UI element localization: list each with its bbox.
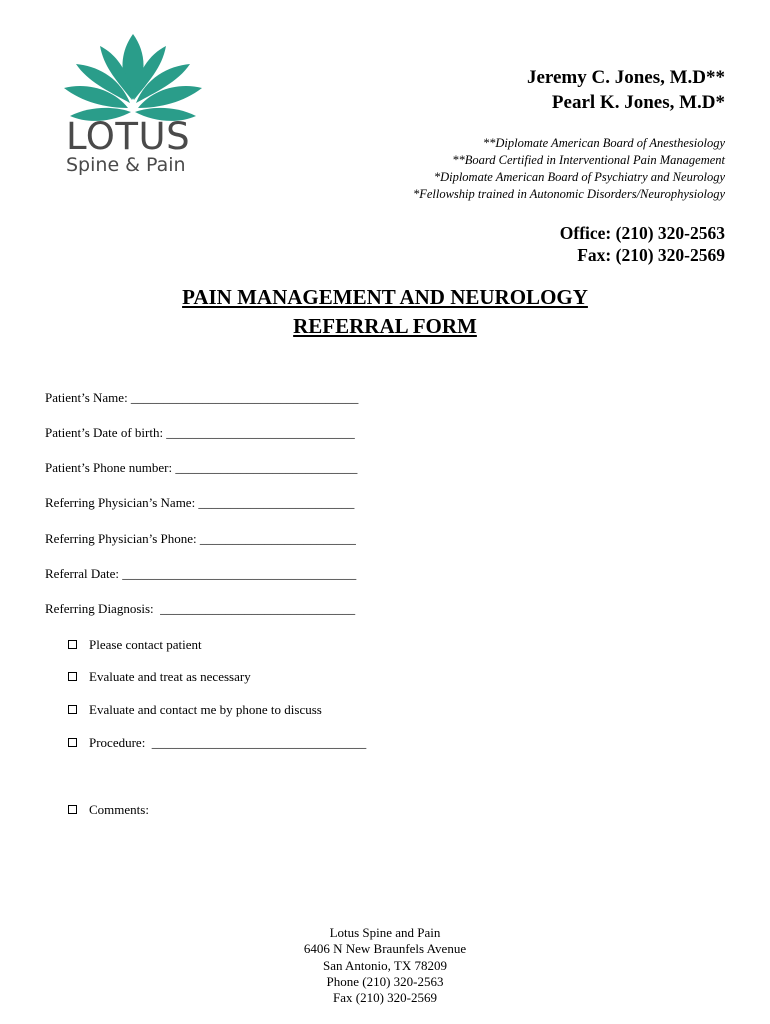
referring-physician-name-field[interactable]: Referring Physician’s Name: ________________________ — [45, 495, 355, 510]
option-evaluate-treat[interactable] — [68, 670, 251, 683]
fax-number: Fax: (210) 320-2569 — [577, 245, 725, 265]
checkbox-label: Comments: — [89, 802, 149, 817]
form-title-line-1: PAIN MANAGEMENT AND NEUROLOGY — [182, 285, 588, 309]
checkbox[interactable] — [68, 640, 77, 649]
credential-3: *Diplomate American Board of Psychiatry and Neurology — [433, 170, 725, 184]
footer-fax: Fax (210) 320-2569 — [333, 990, 437, 1005]
doctor-name-2: Pearl K. Jones, M.D* — [551, 92, 725, 113]
footer-practice-name: Lotus Spine and Pain — [329, 925, 441, 940]
footer-city: San Antonio, TX 78209 — [323, 958, 447, 973]
form-title-line-2: REFERRAL FORM — [293, 314, 477, 338]
checkbox-label: Evaluate and treat as necessary — [89, 669, 251, 684]
option-procedure[interactable] — [68, 736, 366, 749]
credential-1: **Diplomate American Board of Anesthesiology — [482, 136, 725, 150]
option-comments[interactable] — [68, 803, 149, 816]
brand-name: LOTUS — [66, 115, 191, 158]
checkbox-label: Evaluate and contact me by phone to discuss — [89, 702, 322, 717]
option-evaluate-contact[interactable] — [68, 703, 322, 716]
checkbox[interactable] — [68, 805, 77, 814]
referring-physician-phone-field[interactable]: Referring Physician’s Phone: ________________________ — [45, 531, 356, 546]
checkbox[interactable] — [68, 738, 77, 747]
option-contact-patient[interactable] — [68, 638, 202, 651]
brand-tagline: Spine & Pain — [66, 154, 186, 176]
doctor-name-1: Jeremy C. Jones, M.D** — [526, 67, 725, 88]
checkbox-label: Procedure: _________________________________ — [89, 735, 367, 750]
referring-diagnosis-field[interactable]: Referring Diagnosis: ______________________________ — [45, 601, 356, 616]
checkbox-label: Please contact patient — [89, 637, 202, 652]
office-phone: Office: (210) 320-2563 — [559, 223, 725, 243]
credential-4: *Fellowship trained in Autonomic Disorders/Neurophysiology — [412, 187, 725, 201]
footer-phone: Phone (210) 320-2563 — [326, 974, 444, 989]
checkbox[interactable] — [68, 672, 77, 681]
footer-street: 6406 N New Braunfels Avenue — [303, 941, 467, 956]
referral-date-field[interactable]: Referral Date: ____________________________________ — [45, 566, 357, 581]
patient-phone-field[interactable]: Patient’s Phone number: ____________________________ — [45, 460, 358, 475]
patient-name-field[interactable]: Patient’s Name: ___________________________________ — [45, 390, 359, 405]
checkbox[interactable] — [68, 705, 77, 714]
credential-2: **Board Certified in Interventional Pain Management — [452, 153, 725, 167]
patient-dob-field[interactable]: Patient’s Date of birth: _____________________________ — [45, 425, 355, 440]
